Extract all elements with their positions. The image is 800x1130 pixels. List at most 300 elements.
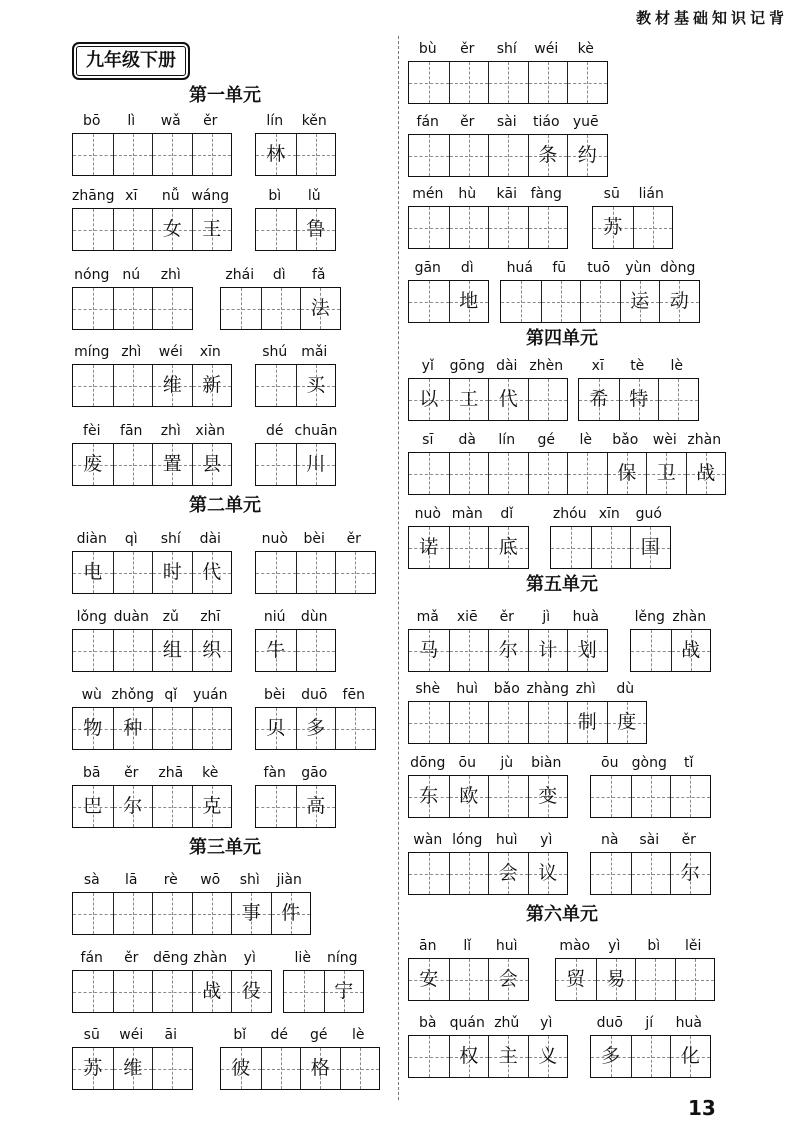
pinyin-row (72, 609, 230, 625)
tianzige-boxes (255, 133, 336, 176)
char-box (607, 453, 647, 494)
tianzige-boxes (408, 134, 608, 177)
pinyin-row (408, 432, 724, 448)
pinyin-syllable: bèi (303, 531, 325, 547)
given-character: 计 (538, 639, 558, 661)
tianzige-boxes (408, 378, 568, 421)
term-group (408, 938, 529, 1001)
char-box (670, 853, 710, 894)
pinyin-syllable: tǐ (684, 755, 694, 771)
char-box (449, 379, 489, 420)
given-character: 克 (202, 795, 222, 817)
pinyin-syllable: dì (460, 260, 474, 276)
pinyin-syllable: dé (266, 423, 284, 439)
term-group (590, 832, 711, 895)
char-box (567, 453, 607, 494)
given-character (409, 281, 449, 322)
given-character: 贝 (266, 717, 286, 739)
char-box (528, 776, 568, 817)
char-box (488, 453, 528, 494)
pinyin-syllable: guó (635, 506, 662, 522)
char-box (192, 893, 232, 934)
pinyin-syllable: bǐ (233, 1027, 247, 1043)
pinyin-row (408, 114, 606, 130)
given-character: 议 (538, 862, 558, 884)
tianzige-boxes (408, 775, 568, 818)
given-character: 会 (498, 862, 518, 884)
char-box (488, 776, 528, 817)
tianzige-boxes (72, 1047, 193, 1090)
given-character: 度 (617, 711, 637, 733)
term-group (255, 531, 376, 594)
given-character: 会 (498, 968, 518, 990)
pinyin-syllable: lǒng (76, 609, 107, 625)
term-group (72, 531, 232, 594)
given-character: 国 (640, 536, 660, 558)
pinyin-syllable: níng (326, 950, 358, 966)
pinyin-syllable: tiáo (532, 114, 560, 130)
pinyin-row (72, 765, 230, 781)
given-character (73, 365, 113, 406)
given-character: 组 (162, 639, 182, 661)
char-box (488, 135, 528, 176)
tianzige-boxes (578, 378, 699, 421)
char-box (567, 702, 607, 743)
char-box (449, 776, 489, 817)
unit-title: 第五单元 (526, 574, 598, 595)
given-character (592, 527, 631, 568)
char-box (631, 630, 671, 671)
pinyin-syllable: zhì (160, 267, 181, 283)
unit-title: 第二单元 (189, 495, 261, 516)
given-character: 尔 (680, 862, 700, 884)
char-box (192, 971, 232, 1012)
pinyin-syllable: xiàn (195, 423, 226, 439)
char-box (528, 853, 568, 894)
pinyin-syllable: mǎ (416, 609, 439, 625)
pinyin-row (72, 113, 230, 129)
char-box (671, 630, 711, 671)
term-group (500, 260, 700, 323)
pinyin-syllable: dì (272, 267, 286, 283)
char-box (324, 971, 364, 1012)
char-box (256, 708, 296, 749)
tianzige-boxes (408, 629, 608, 672)
pinyin-syllable: huá (506, 260, 533, 276)
pinyin-syllable: dōng (410, 755, 446, 771)
pinyin-syllable: zhǒng (111, 687, 155, 703)
char-box (633, 207, 673, 248)
char-box (113, 134, 153, 175)
given-character: 动 (669, 290, 689, 312)
given-character: 买 (306, 374, 326, 396)
given-character (676, 959, 715, 1000)
char-box (73, 444, 113, 485)
pinyin-syllable: bǎo (612, 432, 639, 448)
given-character: 代 (498, 388, 518, 410)
given-character (631, 630, 671, 671)
grade-label: 九年级下册 (72, 42, 190, 80)
given-character: 欧 (459, 785, 479, 807)
char-box (409, 527, 449, 568)
tianzige-boxes (590, 1035, 711, 1078)
char-box (591, 853, 631, 894)
given-character: 维 (162, 374, 182, 396)
given-character: 苏 (603, 216, 623, 238)
char-box (409, 207, 449, 248)
pinyin-syllable: wéi (534, 41, 559, 57)
given-character (409, 453, 449, 494)
char-box (296, 786, 336, 827)
given-character (256, 786, 296, 827)
given-character (114, 552, 153, 593)
char-box (73, 552, 113, 593)
pinyin-syllable: fàng (530, 186, 562, 202)
pinyin-syllable: biàn (531, 755, 562, 771)
column-divider (398, 36, 399, 1100)
pinyin-syllable: xī (125, 188, 138, 204)
char-box (113, 1048, 153, 1089)
term-group (72, 267, 193, 330)
char-box (591, 1036, 631, 1077)
tianzige-boxes (408, 958, 529, 1001)
given-character (529, 207, 568, 248)
given-character: 织 (202, 639, 222, 661)
char-box (192, 630, 232, 671)
pinyin-row (72, 531, 230, 547)
given-character (450, 853, 489, 894)
pinyin-row (255, 765, 334, 781)
char-box (449, 702, 489, 743)
pinyin-row (72, 1027, 191, 1043)
char-box (488, 1036, 528, 1077)
pinyin-syllable: shú (262, 344, 288, 360)
char-box (284, 971, 324, 1012)
char-box (152, 971, 192, 1012)
pinyin-syllable: ěr (460, 114, 475, 130)
given-character (529, 702, 568, 743)
term-group (408, 832, 568, 895)
tianzige-boxes (255, 551, 376, 594)
char-box (261, 1048, 301, 1089)
char-box (449, 62, 489, 103)
char-box (296, 444, 336, 485)
tianzige-boxes (220, 287, 341, 330)
pinyin-syllable: wáng (191, 188, 230, 204)
given-character (73, 630, 113, 671)
pinyin-row (408, 832, 566, 848)
pinyin-syllable: bō (83, 113, 101, 129)
char-box (271, 893, 311, 934)
pinyin-row (592, 186, 671, 202)
tianzige-boxes (255, 707, 376, 750)
char-box (335, 552, 375, 593)
pinyin-syllable: fán (80, 950, 103, 966)
pinyin-syllable: nà (601, 832, 619, 848)
pinyin-syllable: lín (498, 432, 516, 448)
char-box (449, 135, 489, 176)
char-box (631, 853, 671, 894)
tianzige-boxes (408, 1035, 568, 1078)
pinyin-syllable: fèi (83, 423, 101, 439)
pinyin-syllable: ōu (458, 755, 476, 771)
pinyin-syllable: zǔ (162, 609, 179, 625)
char-box (659, 281, 699, 322)
given-character: 保 (617, 462, 637, 484)
pinyin-syllable: xīn (598, 506, 620, 522)
tianzige-boxes (72, 892, 311, 935)
given-character: 战 (696, 462, 716, 484)
given-character (256, 209, 296, 250)
given-character: 物 (83, 717, 103, 739)
char-box (221, 1048, 261, 1089)
pinyin-row (255, 344, 334, 360)
char-box (296, 134, 336, 175)
given-character: 底 (498, 536, 518, 558)
pinyin-syllable: tè (630, 358, 645, 374)
given-character (529, 62, 568, 103)
pinyin-syllable: shí (496, 41, 517, 57)
char-box (686, 453, 726, 494)
char-box (591, 527, 631, 568)
given-character (551, 527, 591, 568)
given-character (632, 776, 671, 817)
pinyin-syllable: duàn (113, 609, 149, 625)
given-character (529, 453, 568, 494)
pinyin-row (255, 113, 334, 129)
pinyin-row (500, 260, 698, 276)
tianzige-boxes (408, 61, 608, 104)
char-box (619, 379, 659, 420)
char-box (449, 207, 489, 248)
char-box (73, 134, 113, 175)
char-box (192, 134, 232, 175)
term-group (255, 687, 376, 750)
given-character: 巴 (83, 795, 103, 817)
given-character: 划 (577, 639, 597, 661)
pinyin-syllable: zhàn (193, 950, 228, 966)
char-box (152, 1048, 192, 1089)
pinyin-syllable: dài (496, 358, 518, 374)
given-character: 役 (241, 980, 261, 1002)
given-character: 化 (680, 1045, 700, 1067)
given-character: 新 (202, 374, 222, 396)
given-character (73, 971, 113, 1012)
term-group (72, 423, 232, 486)
pinyin-syllable: lè (670, 358, 683, 374)
char-box (152, 893, 192, 934)
given-character: 战 (202, 980, 222, 1002)
tianzige-boxes (408, 280, 489, 323)
char-box (152, 552, 192, 593)
pinyin-syllable: sà (83, 872, 100, 888)
term-group (630, 609, 711, 672)
term-group (408, 1015, 568, 1078)
char-box (591, 776, 631, 817)
given-character (193, 708, 232, 749)
given-character: 件 (281, 902, 301, 924)
given-character: 贸 (566, 968, 586, 990)
given-character: 苏 (83, 1057, 103, 1079)
pinyin-syllable: ěr (124, 765, 139, 781)
pinyin-syllable: ěr (203, 113, 218, 129)
char-box (556, 959, 596, 1000)
given-character (450, 453, 489, 494)
pinyin-syllable: zhàn (687, 432, 722, 448)
pinyin-syllable: fēn (342, 687, 365, 703)
char-box (528, 630, 568, 671)
char-box (409, 453, 449, 494)
pinyin-syllable: wù (81, 687, 102, 703)
pinyin-syllable: wǎ (160, 113, 181, 129)
pinyin-syllable: yùn (625, 260, 652, 276)
given-character: 诺 (419, 536, 439, 558)
term-group (590, 755, 711, 818)
pinyin-syllable: huì (495, 832, 518, 848)
pinyin-syllable: xīn (199, 344, 221, 360)
char-box (488, 853, 528, 894)
term-group (72, 687, 232, 750)
pinyin-syllable: qǐ (164, 687, 178, 703)
given-character (193, 893, 232, 934)
given-character (632, 853, 671, 894)
char-box (528, 1036, 568, 1077)
given-character (409, 1036, 449, 1077)
given-character (256, 444, 296, 485)
tianzige-boxes (255, 785, 336, 828)
given-character (542, 281, 581, 322)
term-group (255, 765, 336, 828)
term-group (592, 186, 673, 249)
given-character: 希 (589, 388, 609, 410)
pinyin-syllable: ěr (499, 609, 514, 625)
pinyin-syllable: bì (268, 188, 282, 204)
given-character (591, 776, 631, 817)
given-character (114, 288, 153, 329)
tianzige-boxes (72, 443, 232, 486)
pinyin-syllable: yì (540, 832, 553, 848)
pinyin-row (255, 531, 374, 547)
char-box (256, 365, 296, 406)
given-character: 尔 (498, 639, 518, 661)
char-box (567, 135, 607, 176)
pinyin-syllable: huà (572, 609, 599, 625)
term-group (72, 188, 232, 251)
given-character: 电 (83, 561, 103, 583)
given-character (450, 135, 489, 176)
pinyin-syllable: duō (596, 1015, 623, 1031)
given-character: 牛 (266, 639, 286, 661)
given-character: 义 (538, 1045, 558, 1067)
term-group (408, 681, 647, 744)
unit-title: 第四单元 (526, 328, 598, 349)
pinyin-row (255, 423, 338, 439)
term-group (255, 188, 336, 251)
pinyin-syllable: wō (200, 872, 221, 888)
pinyin-syllable: bǎo (493, 681, 520, 697)
char-box (488, 702, 528, 743)
char-box (541, 281, 581, 322)
pinyin-syllable: qì (124, 531, 138, 547)
given-character (114, 971, 153, 1012)
given-character (153, 971, 192, 1012)
pinyin-syllable: yǐ (421, 358, 434, 374)
given-character (256, 365, 296, 406)
given-character (193, 134, 232, 175)
pinyin-row (408, 506, 527, 522)
pinyin-syllable: gé (537, 432, 555, 448)
pinyin-syllable: fū (552, 260, 567, 276)
pinyin-syllable: kāi (496, 186, 518, 202)
pinyin-syllable: fàn (263, 765, 286, 781)
tianzige-boxes (408, 452, 726, 495)
char-box (579, 379, 619, 420)
given-character: 多 (601, 1045, 621, 1067)
char-box (409, 853, 449, 894)
given-character (632, 1036, 671, 1077)
pinyin-syllable: shì (239, 872, 260, 888)
given-character (153, 1048, 192, 1089)
given-character: 鲁 (306, 218, 326, 240)
pinyin-syllable: sài (496, 114, 517, 130)
char-box (596, 959, 636, 1000)
header-title: 教材基础知识记背 (635, 9, 788, 27)
pinyin-syllable: nǚ (161, 188, 180, 204)
char-box (488, 630, 528, 671)
term-group (255, 609, 336, 672)
pinyin-syllable: yì (608, 938, 621, 954)
term-group (220, 1027, 380, 1090)
tianzige-boxes (630, 629, 711, 672)
given-character (489, 62, 528, 103)
term-group (555, 938, 715, 1001)
given-character (450, 702, 489, 743)
given-character: 多 (306, 717, 326, 739)
unit-title: 第六单元 (526, 904, 598, 925)
pinyin-syllable: mào (559, 938, 591, 954)
char-box (658, 379, 698, 420)
char-box (113, 444, 153, 485)
given-character (262, 288, 301, 329)
pinyin-syllable: mén (412, 186, 444, 202)
given-character: 高 (306, 795, 326, 817)
given-character (114, 209, 153, 250)
pinyin-syllable: kěn (301, 113, 327, 129)
tianzige-boxes (590, 852, 711, 895)
pinyin-syllable: liè (294, 950, 311, 966)
char-box (192, 786, 232, 827)
pinyin-row (578, 358, 697, 374)
char-box (256, 209, 296, 250)
term-group (408, 432, 726, 495)
given-character (153, 893, 192, 934)
char-box (409, 1036, 449, 1077)
char-box (256, 134, 296, 175)
pinyin-syllable: dài (199, 531, 221, 547)
given-character: 权 (459, 1045, 479, 1067)
given-character: 卫 (656, 462, 676, 484)
unit-title: 第三单元 (189, 837, 261, 858)
pinyin-syllable: gòng (631, 755, 667, 771)
char-box (152, 209, 192, 250)
tianzige-boxes (283, 970, 364, 1013)
pinyin-syllable: bà (419, 1015, 437, 1031)
char-box (152, 708, 192, 749)
given-character: 种 (123, 717, 143, 739)
pinyin-syllable: lǐ (463, 938, 472, 954)
given-character (341, 1048, 380, 1089)
pinyin-syllable: lǔ (307, 188, 321, 204)
